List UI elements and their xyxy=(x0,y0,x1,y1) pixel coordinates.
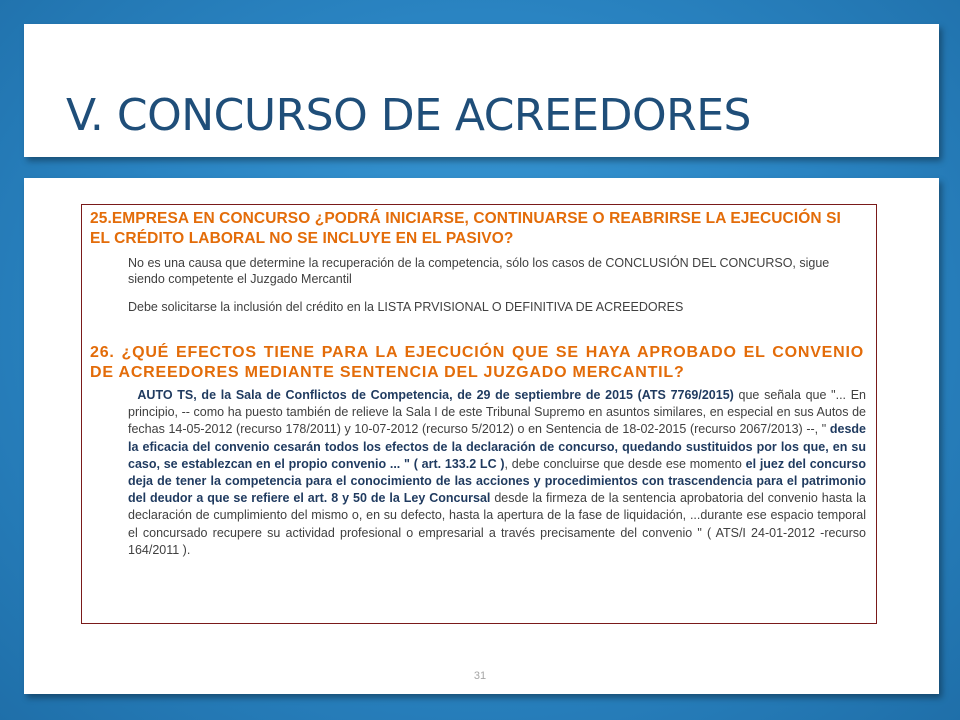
auto-text-2: , debe concluirse que desde ese momento xyxy=(504,456,746,471)
question-25-answer-2: Debe solicitarse la inclusión del crédito en la LISTA PRVISIONAL O DEFINITIVA DE ACREEDORES xyxy=(128,300,684,314)
auto-emphasis-2: el juez del concurso deja de tener la competencia para el conocimiento de las acciones y procedimientos con trascendencia para el patrimonio del deudor a que se refiere el art. 8 y 50 de la Ley Concursal xyxy=(128,456,866,506)
slide-title: V. CONCURSO DE ACREEDORES xyxy=(66,90,751,141)
page-number: 31 xyxy=(473,670,487,682)
question-25-heading: 25.EMPRESA EN CONCURSO ¿PODRÁ INICIARSE, CONTINUARSE O REABRIRSE LA EJECUCIÓN SI EL CRÉDITO LABORAL NO SE INCLUYE EN EL PASIVO? xyxy=(90,210,841,247)
auto-text-3: desde la firmeza de la sentencia aprobatoria del convenio hasta la declaración de cumplimiento del mismo o, en su defecto, hasta la apertura de la fase de liquidación, ...durante ese espacio temporal el concursado recupere su actividad profesional o empresarial a través precisamente del convenio " ( ATS/I 24-01-2012 -recurso 164/2011 ). xyxy=(128,491,867,557)
question-25-answer-1: No es una causa que determine la recuperación de la competencia, sólo los casos de CONCLUSIÓN DEL CONCURSO, sigue siendo competente el Juzgado Mercantil xyxy=(128,256,830,286)
auto-text-1: que señala que "... En principio, -- como ha puesto también de relieve la Sala I de este Tribunal Supremo en asuntos similares, en especial en sus Autos de fechas 14-05-2012 (recurso 178/2011) y 10-07-2012 (recurso 5/2012) o en Sentencia de 18-02-2015 (recurso 2067/2013) --, " xyxy=(128,388,867,437)
question-26-heading: 26. ¿QUÉ EFECTOS TIENE PARA LA EJECUCIÓN QUE SE HAYA APROBADO EL CONVENIO DE ACREEDORES MEDIANTE SENTENCIA DEL JUZGADO MERCANTIL? xyxy=(90,344,864,381)
auto-emphasis-1: desde la eficacia del convenio cesarán todos los efectos de la declaración de concurso, quedando sustituidos por los que, en su caso, se establezcan en el propio convenio ... " ( art. 133.2 LC ) xyxy=(128,422,866,471)
question-26-answer xyxy=(128,387,866,559)
auto-citation: AUTO TS, de la Sala de Conflictos de Competencia, de 29 de septiembre de 2015 (ATS 7769/2015) xyxy=(137,388,734,402)
